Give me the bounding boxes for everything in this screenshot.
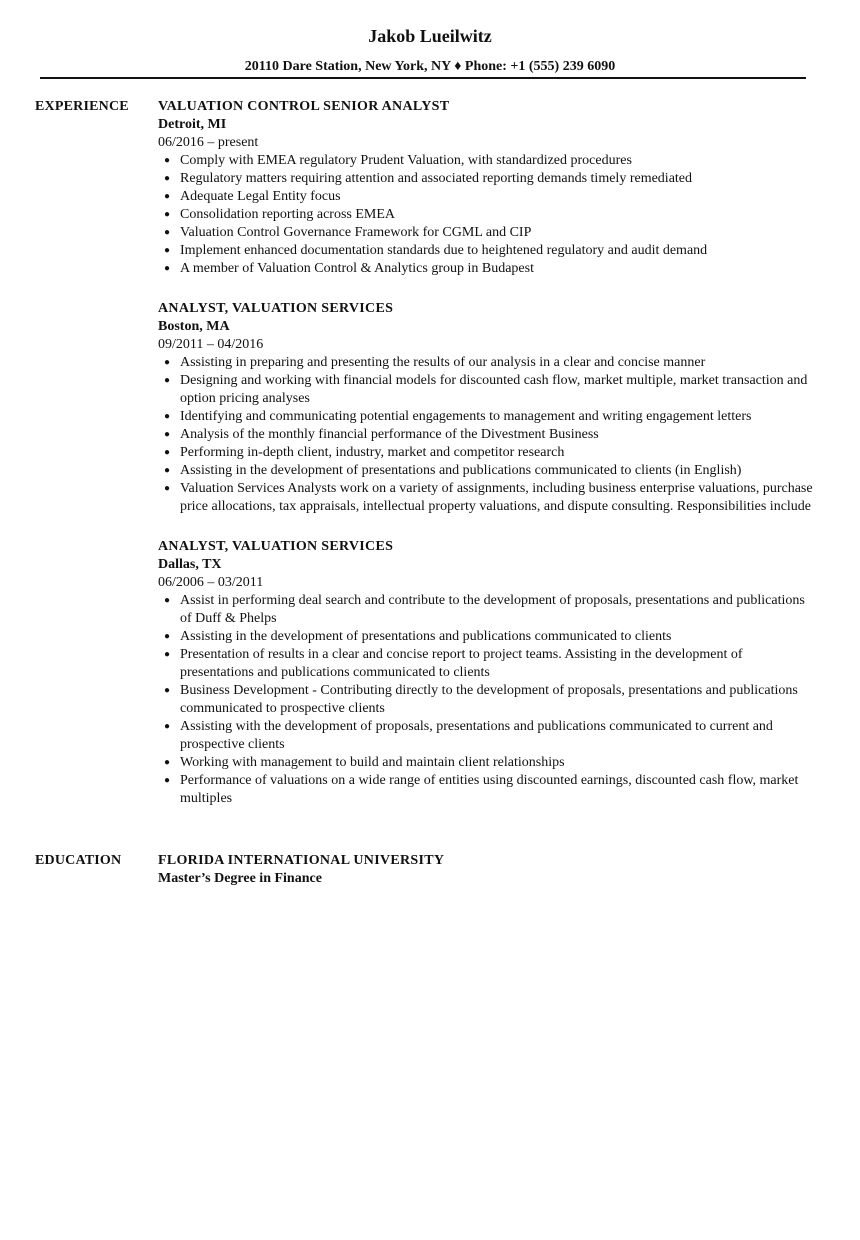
- bullet-item: [158, 628, 818, 646]
- bullet-icon: ●: [164, 173, 171, 184]
- bullet-text: Working with management to build and maintain client relationships: [180, 755, 565, 770]
- bullet-icon: ●: [164, 191, 171, 202]
- bullet-item: [158, 772, 818, 808]
- header-divider: [40, 77, 806, 79]
- bullet-text: Assisting in the development of presentations and publications communicated to clients (in English): [180, 463, 742, 478]
- bullet-text: Presentation of results in a clear and concise report to project teams. Assisting in the development of presentations and publications communicated to clients: [180, 647, 743, 680]
- bullet-item: [158, 718, 818, 754]
- bullet-icon: ●: [164, 155, 171, 166]
- job-dates: 06/2006 – 03/2011: [158, 575, 264, 590]
- bullet-item: [158, 754, 818, 772]
- education-degree: Master’s Degree in Finance: [158, 871, 322, 886]
- education-label: EDUCATION: [35, 853, 122, 868]
- experience-label: EXPERIENCE: [35, 99, 129, 114]
- bullet-text: Comply with EMEA regulatory Prudent Valuation, with standardized procedures: [180, 153, 632, 168]
- bullet-text: Regulatory matters requiring attention and associated reporting demands timely remediated: [180, 171, 693, 186]
- bullet-item: [158, 646, 818, 682]
- contact-line: 20110 Dare Station, New York, NY ♦ Phone: +1 (555) 239 6090: [244, 59, 616, 74]
- bullet-text: A member of Valuation Control & Analytics group in Budapest: [180, 261, 534, 276]
- job-dates: 06/2016 – present: [158, 135, 259, 150]
- bullet-item: [158, 260, 818, 278]
- bullet-icon: ●: [164, 227, 171, 238]
- bullet-item: [158, 682, 818, 718]
- bullet-icon: ●: [164, 483, 171, 494]
- bullet-text: Consolidation reporting across EMEA: [180, 207, 396, 222]
- bullet-text: Assisting in the development of presentations and publications communicated to clients: [180, 629, 672, 644]
- bullet-item: [158, 354, 818, 372]
- bullet-item: [158, 408, 818, 426]
- job-title: ANALYST, VALUATION SERVICES: [158, 539, 394, 554]
- bullet-item: [158, 152, 818, 170]
- bullet-item: [158, 206, 818, 224]
- bullet-icon: ●: [164, 209, 171, 220]
- bullet-text: Performance of valuations on a wide range of entities using discounted earnings, discounted cash flow, market multiples: [180, 773, 799, 806]
- job-entry: [158, 98, 818, 278]
- job-location: Detroit, MI: [158, 117, 227, 132]
- bullet-text: Designing and working with financial models for discounted cash flow, market multiple, market transaction and option pricing analyses: [180, 373, 808, 406]
- job-bullets: [158, 152, 818, 278]
- bullet-item: [158, 372, 818, 408]
- bullet-text: Valuation Services Analysts work on a variety of assignments, including business enterprise valuations, purchase price allocations, tax appraisals, intellectual property valuations, and dispute consulting. Responsibilities include: [180, 481, 813, 514]
- job-dates: 09/2011 – 04/2016: [158, 337, 264, 352]
- job-title: VALUATION CONTROL SENIOR ANALYST: [158, 99, 450, 114]
- bullet-item: [158, 224, 818, 242]
- bullet-icon: ●: [164, 757, 171, 768]
- bullet-item: [158, 480, 818, 516]
- job-bullets: [158, 592, 818, 808]
- job-location: Dallas, TX: [158, 557, 222, 572]
- bullet-icon: ●: [164, 595, 171, 606]
- bullet-icon: ●: [164, 245, 171, 256]
- bullet-text: Assisting with the development of proposals, presentations and publications communicated to current and prospective clients: [180, 719, 773, 752]
- resume-header: [0, 0, 860, 76]
- bullet-text: Identifying and communicating potential engagements to management and writing engagement letters: [180, 409, 752, 424]
- bullet-item: [158, 444, 818, 462]
- bullet-icon: ●: [164, 411, 171, 422]
- bullet-icon: ●: [164, 429, 171, 440]
- bullet-icon: ●: [164, 685, 171, 696]
- bullet-text: Assist in performing deal search and contribute to the development of proposals, presentations and publications of Duff & Phelps: [180, 593, 805, 626]
- bullet-icon: ●: [164, 649, 171, 660]
- job-title: ANALYST, VALUATION SERVICES: [158, 301, 394, 316]
- bullet-item: [158, 426, 818, 444]
- bullet-text: Implement enhanced documentation standards due to heightened regulatory and audit demand: [180, 243, 708, 258]
- candidate-name: Jakob Lueilwitz: [368, 26, 492, 46]
- bullet-item: [158, 188, 818, 206]
- bullet-text: Valuation Control Governance Framework for CGML and CIP: [180, 225, 532, 240]
- job-entry: [158, 300, 818, 516]
- bullet-text: Adequate Legal Entity focus: [180, 189, 341, 204]
- bullet-icon: ●: [164, 465, 171, 476]
- education-body: [158, 852, 818, 888]
- bullet-icon: ●: [164, 447, 171, 458]
- bullet-icon: ●: [164, 357, 171, 368]
- job-entry: [158, 538, 818, 808]
- experience-body: [158, 98, 818, 830]
- education-school: FLORIDA INTERNATIONAL UNIVERSITY: [158, 853, 445, 868]
- bullet-icon: ●: [164, 775, 171, 786]
- bullet-icon: ●: [164, 375, 171, 386]
- bullet-icon: ●: [164, 631, 171, 642]
- bullet-item: [158, 170, 818, 188]
- job-location: Boston, MA: [158, 319, 230, 334]
- bullet-text: Analysis of the monthly financial performance of the Divestment Business: [180, 427, 599, 442]
- bullet-item: [158, 242, 818, 260]
- bullet-text: Business Development - Contributing directly to the development of proposals, presentations and publications communicated to prospective clients: [180, 683, 798, 716]
- bullet-item: [158, 592, 818, 628]
- bullet-text: Assisting in preparing and presenting the results of our analysis in a clear and concise manner: [180, 355, 706, 370]
- bullet-text: Performing in-depth client, industry, market and competitor research: [180, 445, 565, 460]
- bullet-icon: ●: [164, 721, 171, 732]
- bullet-icon: ●: [164, 263, 171, 274]
- job-bullets: [158, 354, 818, 516]
- bullet-item: [158, 462, 818, 480]
